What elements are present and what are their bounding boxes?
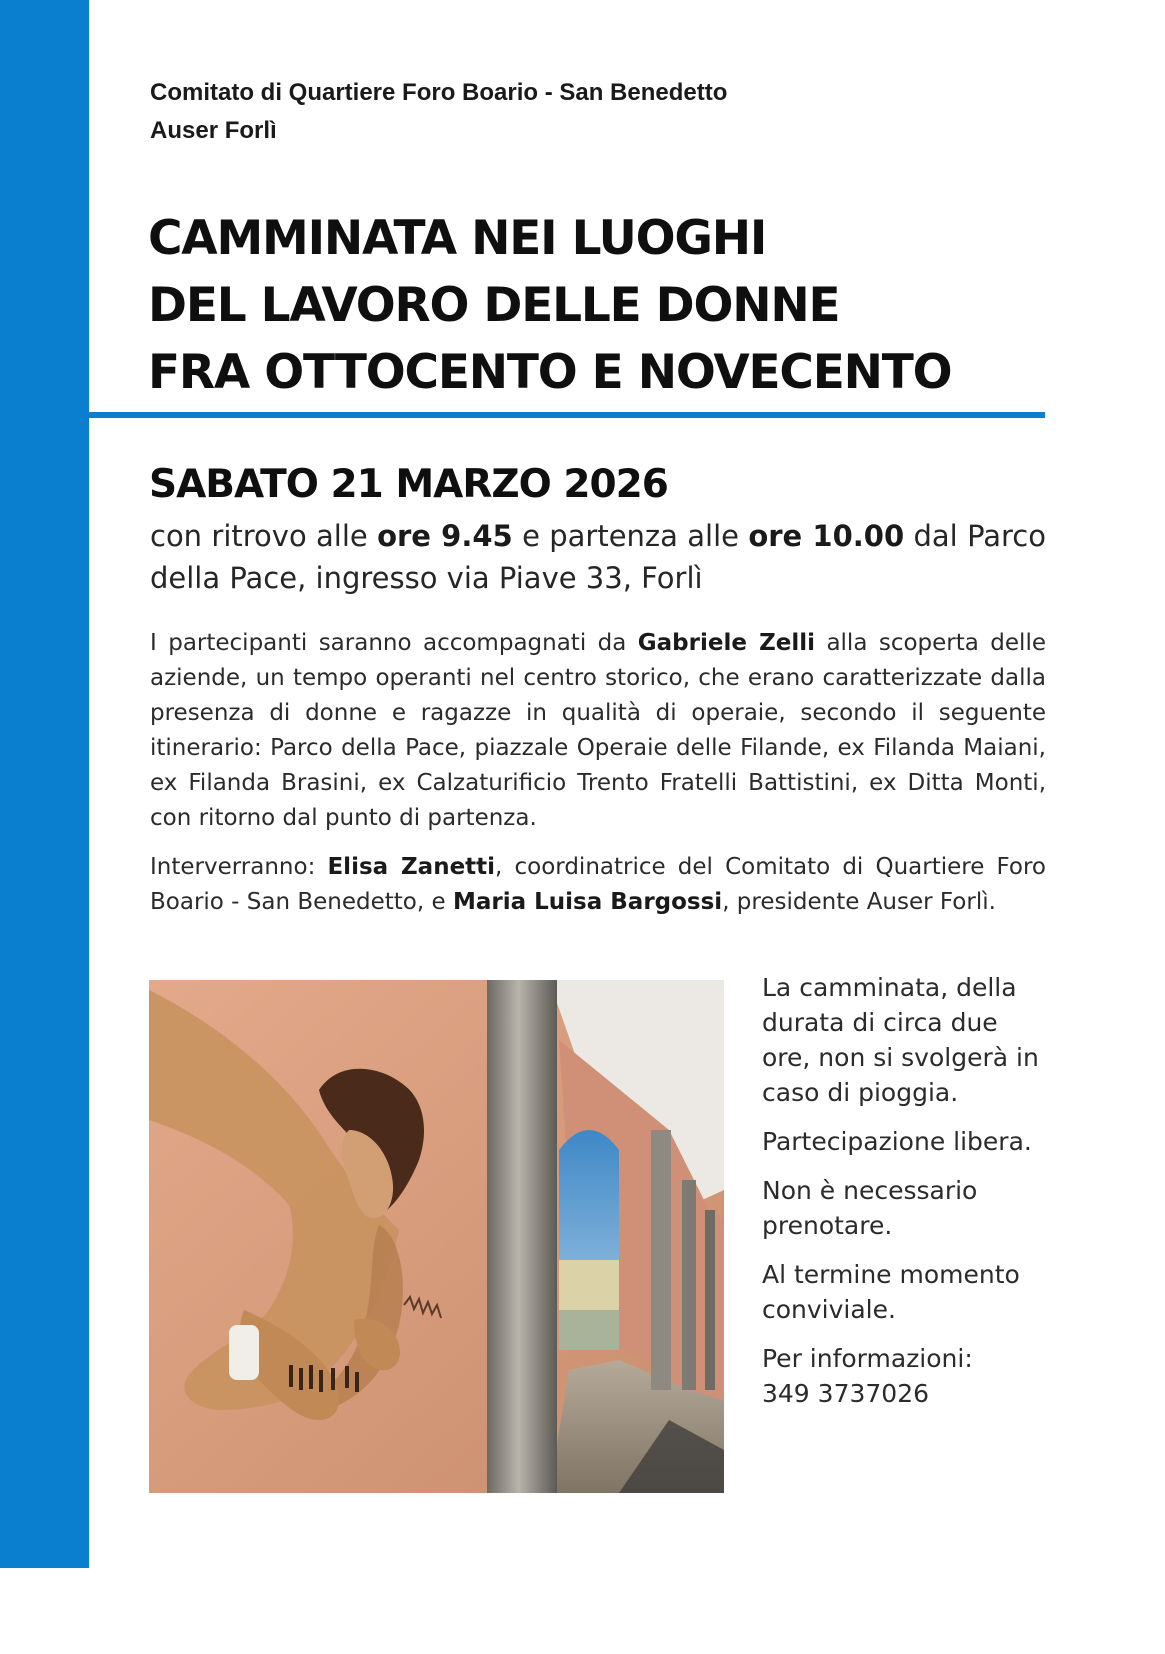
meeting-place: dal Parco della Pace, ingresso via Piave 33, Forlì [150, 519, 1046, 595]
left-accent-bar [0, 0, 89, 1568]
speaker-zanetti: Elisa Zanetti [327, 854, 496, 880]
organizer-committee: Comitato di Quartiere Foro Boario - San Benedetto [150, 79, 728, 106]
booking-note: Non è necessario prenotare. [762, 1176, 978, 1240]
guide-name: Gabriele Zelli [637, 630, 816, 656]
info-label: Per informazioni: [762, 1344, 973, 1373]
speakers-end: , presidente Auser Forlì. [722, 889, 996, 915]
speakers-paragraph [150, 850, 1046, 920]
organizer-auser: Auser Forlì [150, 117, 277, 144]
contact-info [762, 1341, 1052, 1411]
speaker-bargossi: Maria Luisa Bargossi [452, 889, 723, 915]
meeting-info [150, 515, 1046, 599]
convivial-note: Al termine momento conviviale. [762, 1260, 1020, 1324]
itinerary-text: alla scoperta delle aziende, un tempo operanti nel centro storico, che erano caratterizzate dalla presenza di donne e ragazze in qualità di operaie, secondo il seguente itinerario: Parco della Pace, piazzale Operaie delle Filande, ex Filanda Maiani, ex Filanda Brasini, ex Calzaturificio Trento Fratelli Battistini, ex Ditta Monti, con ritorno dal punto di partenza. [150, 630, 1046, 831]
title-line-3: FRA OTTOCENTO E NOVECENTO [148, 345, 952, 400]
title-line-2: DEL LAVORO DELLE DONNE [148, 278, 840, 333]
phone-number: 349 3737026 [762, 1379, 930, 1408]
itinerary-intro: I partecipanti saranno accompagnati da [150, 630, 638, 656]
event-title [148, 205, 1048, 406]
title-divider [89, 412, 1045, 418]
mural-photo [149, 980, 724, 1493]
itinerary-paragraph [150, 626, 1046, 836]
start-time: ore 10.00 [748, 519, 905, 553]
speakers-intro: Interverranno: [150, 854, 328, 880]
free-participation-note: Partecipazione libera. [762, 1127, 1032, 1156]
title-line-1: CAMMINATA NEI LUOGHI [148, 211, 767, 266]
meet-time: ore 9.45 [377, 519, 513, 553]
meet-intro: con ritrovo alle [150, 519, 378, 553]
event-date: SABATO 21 MARZO 2026 [149, 462, 668, 507]
duration-note: La camminata, della durata di circa due ore, non si svolgerà in caso di pioggia. [762, 973, 1039, 1107]
speakers-mid: , coordinatrice del Comitato di Quartiere Foro Boario - San Benedetto, e [150, 854, 1046, 915]
start-intro: e partenza alle [512, 519, 749, 553]
practical-info [762, 970, 1052, 1425]
